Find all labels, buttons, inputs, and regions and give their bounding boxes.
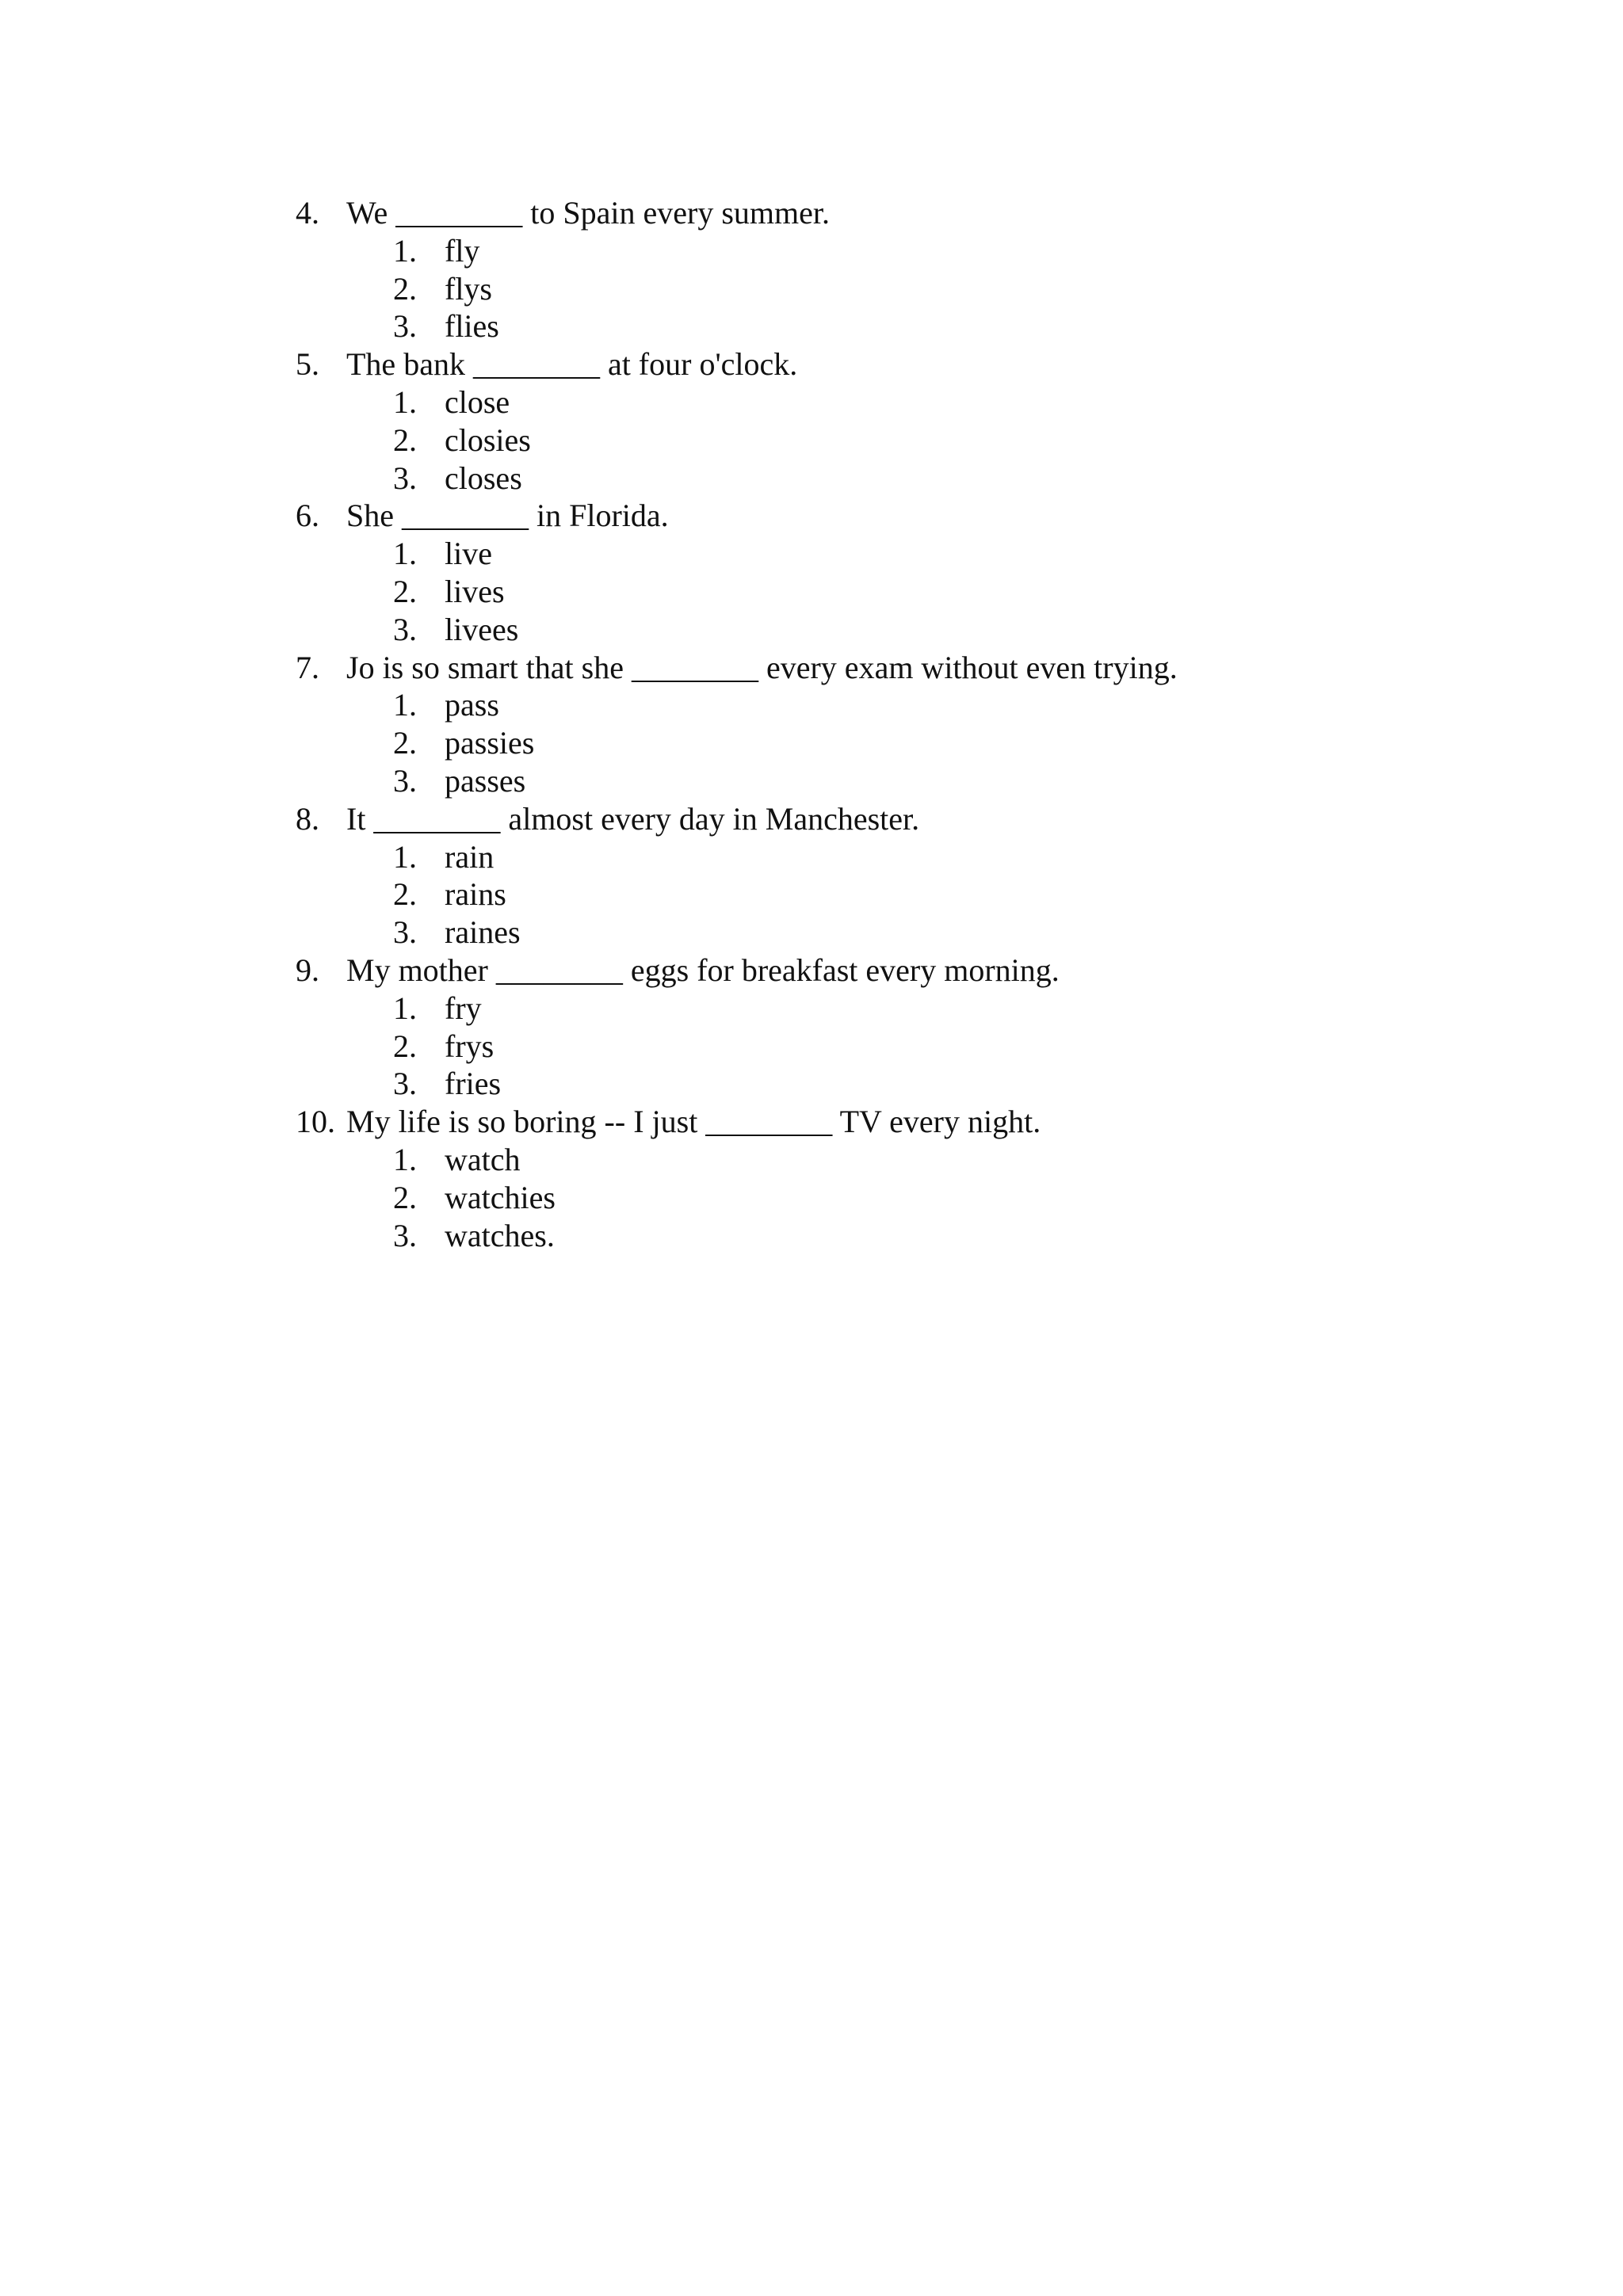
question-item (296, 1103, 1564, 1254)
question-text: Jo is so smart that she ________ every exam without even trying. (346, 649, 1178, 685)
option-number: 3. (393, 1066, 417, 1102)
option-item (296, 611, 1564, 649)
option-item (296, 535, 1564, 573)
option-item (296, 270, 1564, 308)
question-line (296, 1103, 1564, 1141)
option-item (296, 875, 1564, 913)
option-text: closes (445, 460, 522, 496)
option-text: passes (445, 762, 526, 799)
option-text: watchies (445, 1179, 556, 1215)
option-item (296, 838, 1564, 876)
option-number: 1. (393, 383, 417, 420)
option-number: 3. (393, 914, 417, 951)
option-number: 2. (393, 270, 417, 307)
question-item (296, 952, 1564, 1103)
option-item (296, 913, 1564, 952)
question-text: My life is so boring -- I just ________ TV every night. (346, 1104, 1041, 1140)
option-number: 1. (393, 687, 417, 723)
option-text: fries (445, 1066, 502, 1102)
option-text: raines (445, 914, 521, 951)
option-item (296, 1217, 1564, 1255)
option-number: 2. (393, 725, 417, 761)
option-number: 1. (393, 990, 417, 1026)
option-text: watches. (445, 1217, 555, 1253)
option-number: 3. (393, 460, 417, 496)
option-item (296, 1065, 1564, 1103)
option-item (296, 573, 1564, 611)
question-item (296, 649, 1564, 800)
option-text: rains (445, 876, 506, 913)
option-item (296, 724, 1564, 762)
question-text: The bank ________ at four o'clock. (346, 346, 798, 383)
question-line (296, 800, 1564, 838)
option-number: 1. (393, 838, 417, 875)
option-text: passies (445, 725, 535, 761)
option-text: pass (445, 687, 499, 723)
option-number: 2. (393, 573, 417, 609)
option-text: frys (445, 1028, 495, 1064)
option-text: lives (445, 573, 505, 609)
option-number: 3. (393, 1217, 417, 1253)
option-text: closies (445, 421, 531, 458)
option-number: 1. (393, 232, 417, 269)
option-text: close (445, 383, 510, 420)
option-text: rain (445, 838, 495, 875)
question-item (296, 194, 1564, 345)
option-item (296, 1141, 1564, 1179)
option-item (296, 307, 1564, 345)
question-line (296, 497, 1564, 535)
question-number: 4. (296, 195, 319, 231)
question-text: She ________ in Florida. (346, 498, 669, 534)
question-line (296, 194, 1564, 232)
option-number: 3. (393, 762, 417, 799)
option-item (296, 421, 1564, 460)
option-item (296, 1179, 1564, 1217)
option-text: flies (445, 308, 499, 345)
question-number: 6. (296, 498, 319, 534)
question-text: We ________ to Spain every summer. (346, 195, 831, 231)
option-text: live (445, 536, 492, 572)
option-number: 1. (393, 1141, 417, 1177)
worksheet (296, 194, 1564, 1254)
question-item (296, 345, 1564, 497)
question-text: It ________ almost every day in Manchester. (346, 800, 920, 837)
option-item (296, 990, 1564, 1028)
option-number: 2. (393, 1179, 417, 1215)
question-line (296, 345, 1564, 383)
question-item (296, 800, 1564, 952)
question-number: 9. (296, 952, 319, 988)
question-item (296, 497, 1564, 648)
option-number: 2. (393, 421, 417, 458)
question-line (296, 952, 1564, 990)
question-number: 10. (296, 1104, 335, 1140)
option-item (296, 460, 1564, 498)
option-item (296, 232, 1564, 270)
option-number: 2. (393, 1028, 417, 1064)
option-text: fly (445, 232, 480, 269)
option-item (296, 1028, 1564, 1066)
option-text: watch (445, 1141, 521, 1177)
option-number: 3. (393, 611, 417, 647)
option-item (296, 686, 1564, 724)
option-text: fry (445, 990, 482, 1026)
option-item (296, 762, 1564, 800)
option-number: 1. (393, 536, 417, 572)
option-number: 2. (393, 876, 417, 913)
question-number: 8. (296, 800, 319, 837)
option-number: 3. (393, 308, 417, 345)
option-text: livees (445, 611, 519, 647)
question-number: 7. (296, 649, 319, 685)
question-number: 5. (296, 346, 319, 383)
question-text: My mother ________ eggs for breakfast every morning. (346, 952, 1060, 988)
option-text: flys (445, 270, 492, 307)
question-line (296, 649, 1564, 687)
option-item (296, 383, 1564, 421)
